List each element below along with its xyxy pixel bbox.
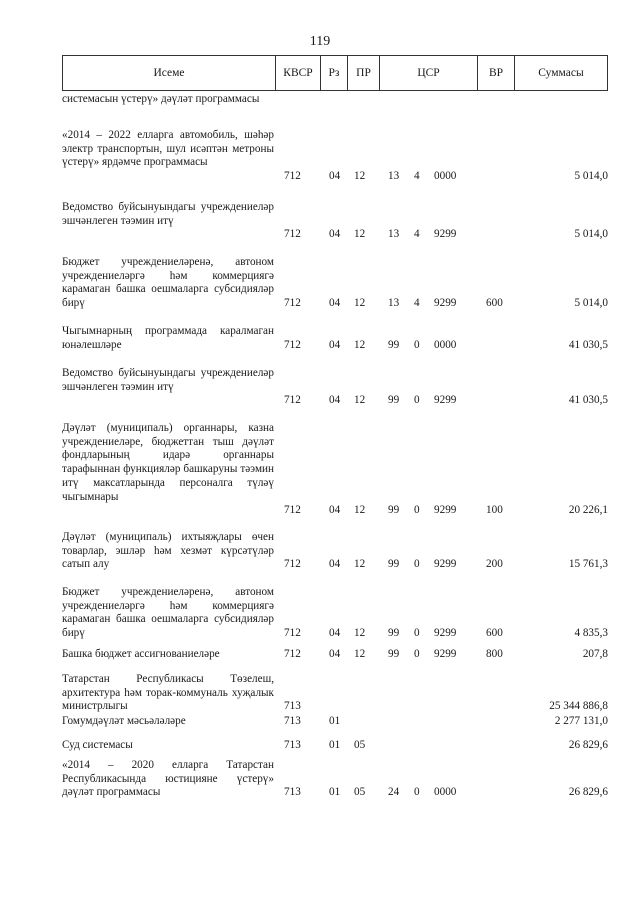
cell-csr1: 99 bbox=[388, 504, 400, 517]
cell-rz: 04 bbox=[329, 297, 341, 310]
cell-pr: 12 bbox=[354, 558, 366, 571]
cell-vr: 100 bbox=[486, 504, 503, 517]
cell-csr1: 13 bbox=[388, 228, 400, 241]
table-row bbox=[62, 93, 608, 121]
cell-kvsr: 713 bbox=[284, 700, 301, 713]
cell-pr: 12 bbox=[354, 504, 366, 517]
row-name: Бюджет учреждениеләренә, автоном учреждениеләргә һәм коммерциягә карамаган башка оешмаларга субсидияләр бирү bbox=[62, 256, 274, 310]
table-row bbox=[62, 367, 608, 410]
table-row bbox=[62, 715, 608, 729]
cell-kvsr: 713 bbox=[284, 786, 301, 799]
cell-csr3: 9299 bbox=[434, 627, 457, 640]
cell-sum: 26 829,6 bbox=[568, 786, 608, 799]
cell-vr: 600 bbox=[486, 627, 503, 640]
cell-csr1: 13 bbox=[388, 170, 400, 183]
cell-rz: 04 bbox=[329, 648, 341, 660]
cell-sum: 41 030,5 bbox=[568, 338, 608, 351]
cell-csr2: 4 bbox=[414, 170, 420, 183]
row-name: Башка бюджет ассигнованиеләре bbox=[62, 648, 220, 660]
cell-sum: 5 014,0 bbox=[574, 170, 608, 183]
cell-csr3: 9299 bbox=[434, 558, 457, 571]
cell-kvsr: 712 bbox=[284, 228, 301, 241]
cell-kvsr: 712 bbox=[284, 558, 301, 571]
cell-csr1: 99 bbox=[388, 558, 400, 571]
cell-csr1: 99 bbox=[388, 648, 400, 660]
cell-rz: 04 bbox=[329, 504, 341, 517]
page-number: 119 bbox=[309, 34, 331, 49]
row-name: «2014 – 2022 елларга автомобиль, шәһәр электр транспортын, шул исәптән метроны үстерү» ярдәмче программасы bbox=[62, 129, 274, 169]
cell-csr3: 9299 bbox=[434, 297, 457, 310]
table-row bbox=[62, 256, 608, 312]
cell-rz: 04 bbox=[329, 627, 341, 640]
header-name: Исеме bbox=[63, 56, 276, 90]
cell-csr2: 0 bbox=[414, 786, 420, 799]
cell-pr: 12 bbox=[354, 648, 366, 660]
cell-pr: 05 bbox=[354, 739, 366, 751]
table-row bbox=[62, 531, 608, 574]
cell-rz: 01 bbox=[329, 786, 341, 799]
row-name: Дәүләт (муниципаль) органнары, казна учреждениеләре, бюджеттан тыш дәүләт фондларының идарә органнары тарафыннан функцияләр башкаруны тәэмин итү максатларында персоналга түләү чыгымнары bbox=[62, 422, 274, 503]
table-row bbox=[62, 648, 608, 662]
table-row bbox=[62, 586, 608, 642]
cell-pr: 12 bbox=[354, 394, 366, 407]
table-row bbox=[62, 759, 608, 802]
cell-rz: 04 bbox=[329, 170, 341, 183]
row-name: Ведомство буйсынуындагы учреждениеләр эшчәнлеген тәэмин итү bbox=[62, 201, 274, 227]
table-row bbox=[62, 739, 608, 753]
row-name: Суд системасы bbox=[62, 739, 133, 751]
cell-kvsr: 712 bbox=[284, 170, 301, 183]
cell-rz: 04 bbox=[329, 338, 341, 351]
table-row bbox=[62, 129, 608, 186]
cell-kvsr: 713 bbox=[284, 715, 301, 727]
cell-csr1: 99 bbox=[388, 338, 400, 351]
cell-kvsr: 712 bbox=[284, 648, 301, 660]
cell-csr1: 99 bbox=[388, 394, 400, 407]
cell-sum: 4 835,3 bbox=[574, 627, 608, 640]
cell-csr3: 9299 bbox=[434, 394, 457, 407]
row-name: Татарстан Республикасы Төзелеш, архитектура һәм торак-коммуналь хуҗалык министрлыгы bbox=[62, 673, 274, 713]
cell-csr3: 0000 bbox=[434, 786, 457, 799]
cell-vr: 800 bbox=[486, 648, 503, 660]
cell-kvsr: 712 bbox=[284, 504, 301, 517]
row-name: Бюджет учреждениеләренә, автоном учреждениеләргә һәм коммерциягә карамаган башка оешмаларга субсидияләр бирү bbox=[62, 586, 274, 640]
cell-sum: 2 277 131,0 bbox=[554, 715, 608, 727]
cell-rz: 04 bbox=[329, 558, 341, 571]
cell-csr3: 9299 bbox=[434, 648, 457, 660]
cell-rz: 01 bbox=[329, 715, 341, 727]
cell-csr2: 0 bbox=[414, 648, 420, 660]
header-rz: Рз bbox=[321, 56, 348, 90]
header-kvsr: КВСР bbox=[276, 56, 321, 90]
header-vr: ВР bbox=[478, 56, 515, 90]
cell-pr: 12 bbox=[354, 627, 366, 640]
cell-csr2: 0 bbox=[414, 394, 420, 407]
header-pr: ПР bbox=[348, 56, 380, 90]
cell-csr2: 0 bbox=[414, 338, 420, 351]
cell-kvsr: 712 bbox=[284, 394, 301, 407]
cell-csr3: 9299 bbox=[434, 504, 457, 517]
cell-csr1: 13 bbox=[388, 297, 400, 310]
row-name: «2014 – 2020 елларга Татарстан Республикасында юстицияне үстерү» дәүләт программасы bbox=[62, 759, 274, 799]
cell-pr: 12 bbox=[354, 170, 366, 183]
cell-csr2: 0 bbox=[414, 558, 420, 571]
cell-sum: 25 344 886,8 bbox=[549, 700, 608, 713]
cell-csr2: 0 bbox=[414, 627, 420, 640]
cell-csr2: 0 bbox=[414, 504, 420, 517]
cell-sum: 207,8 bbox=[582, 648, 608, 660]
cell-csr2: 4 bbox=[414, 297, 420, 310]
cell-kvsr: 712 bbox=[284, 338, 301, 351]
cell-sum: 5 014,0 bbox=[574, 297, 608, 310]
cell-csr3: 0000 bbox=[434, 170, 457, 183]
row-name: Гомумдәүләт мәсьәләләре bbox=[62, 715, 186, 727]
header-csr: ЦСР bbox=[380, 56, 478, 90]
cell-kvsr: 713 bbox=[284, 739, 301, 751]
row-name: Ведомство буйсынуындагы учреждениеләр эшчәнлеген тәэмин итү bbox=[62, 367, 274, 393]
cell-sum: 26 829,6 bbox=[568, 739, 608, 751]
cell-sum: 20 226,1 bbox=[568, 504, 608, 517]
table-row bbox=[62, 325, 608, 353]
cell-sum: 41 030,5 bbox=[568, 394, 608, 407]
cell-sum: 15 761,3 bbox=[568, 558, 608, 571]
row-name: системасын үстерү» дәүләт программасы bbox=[62, 93, 260, 105]
table-header bbox=[62, 55, 608, 91]
row-name: Дәүләт (муниципаль) ихтыяҗлары өчен товарлар, эшләр һәм хезмәт күрсәтүләр сатып алу bbox=[62, 531, 274, 571]
cell-pr: 05 bbox=[354, 786, 366, 799]
header-sum: Суммасы bbox=[538, 67, 584, 79]
cell-rz: 01 bbox=[329, 739, 341, 751]
cell-csr2: 4 bbox=[414, 228, 420, 241]
row-name: Чыгымнарның программада каралмаган юнәлешләре bbox=[62, 325, 274, 351]
cell-sum: 5 014,0 bbox=[574, 228, 608, 241]
cell-csr3: 9299 bbox=[434, 228, 457, 241]
cell-rz: 04 bbox=[329, 394, 341, 407]
cell-kvsr: 712 bbox=[284, 627, 301, 640]
cell-vr: 200 bbox=[486, 558, 503, 571]
table-row bbox=[62, 673, 608, 716]
table-row bbox=[62, 422, 608, 520]
table-row bbox=[62, 201, 608, 244]
cell-vr: 600 bbox=[486, 297, 503, 310]
cell-pr: 12 bbox=[354, 338, 366, 351]
cell-kvsr: 712 bbox=[284, 297, 301, 310]
cell-csr1: 99 bbox=[388, 627, 400, 640]
cell-csr3: 0000 bbox=[434, 338, 457, 351]
cell-rz: 04 bbox=[329, 228, 341, 241]
cell-pr: 12 bbox=[354, 228, 366, 241]
cell-pr: 12 bbox=[354, 297, 366, 310]
cell-csr1: 24 bbox=[388, 786, 400, 799]
